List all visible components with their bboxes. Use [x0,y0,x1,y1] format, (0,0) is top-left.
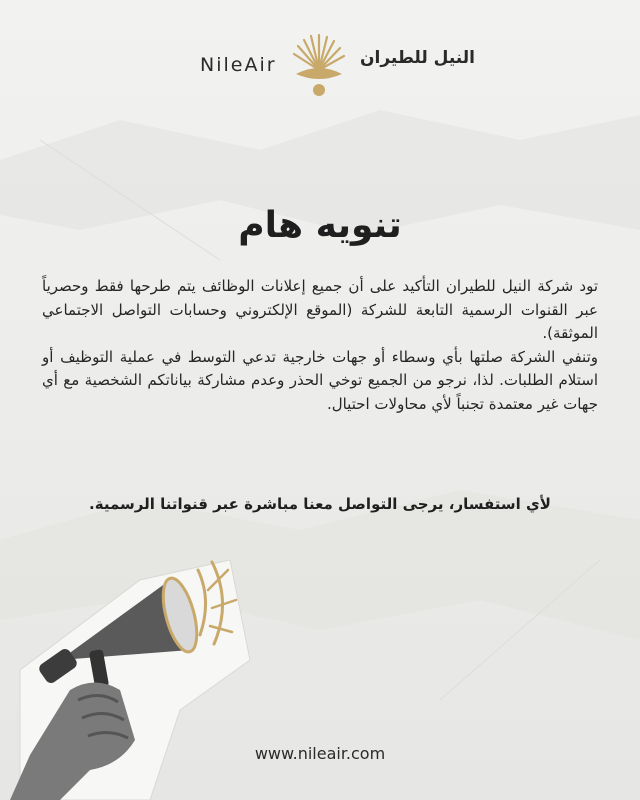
contact-line: لأي استفسار، يرجى التواصل معنا مباشرة عبر قنواتنا الرسمية. [89,495,551,513]
notice-paragraph-1: تود شركة النيل للطيران التأكيد على أن جميع إعلانات الوظائف يتم طرحها فقط وحصرياً عبر القنوات الرسمية التابعة للشركة (الموقع الإلكتروني وحسابات التواصل الاجتماعي الموثقة). [42,277,598,342]
website-link[interactable]: www.nileair.com [254,744,386,763]
notice-paragraph-2: وتنفي الشركة صلتها بأي وسطاء أو جهات خارجية تدعي التوسط في عملية التوظيف أو استلام الطلبات. لذا، نرجو من الجميع توخي الحذر وعدم مشاركة بياناتكم الشخصية مع أي جهات غير معتمدة تجنباً لأي محاولات احتيال. [42,347,598,413]
brand-name-ar: النيل للطيران [360,48,475,68]
notice-body [42,275,598,416]
brand-name-en: NileAir [200,54,277,76]
brand-header [0,32,640,102]
sunburst-wing-logo-icon [284,32,354,102]
notice-title: تنويه هام [238,205,402,246]
